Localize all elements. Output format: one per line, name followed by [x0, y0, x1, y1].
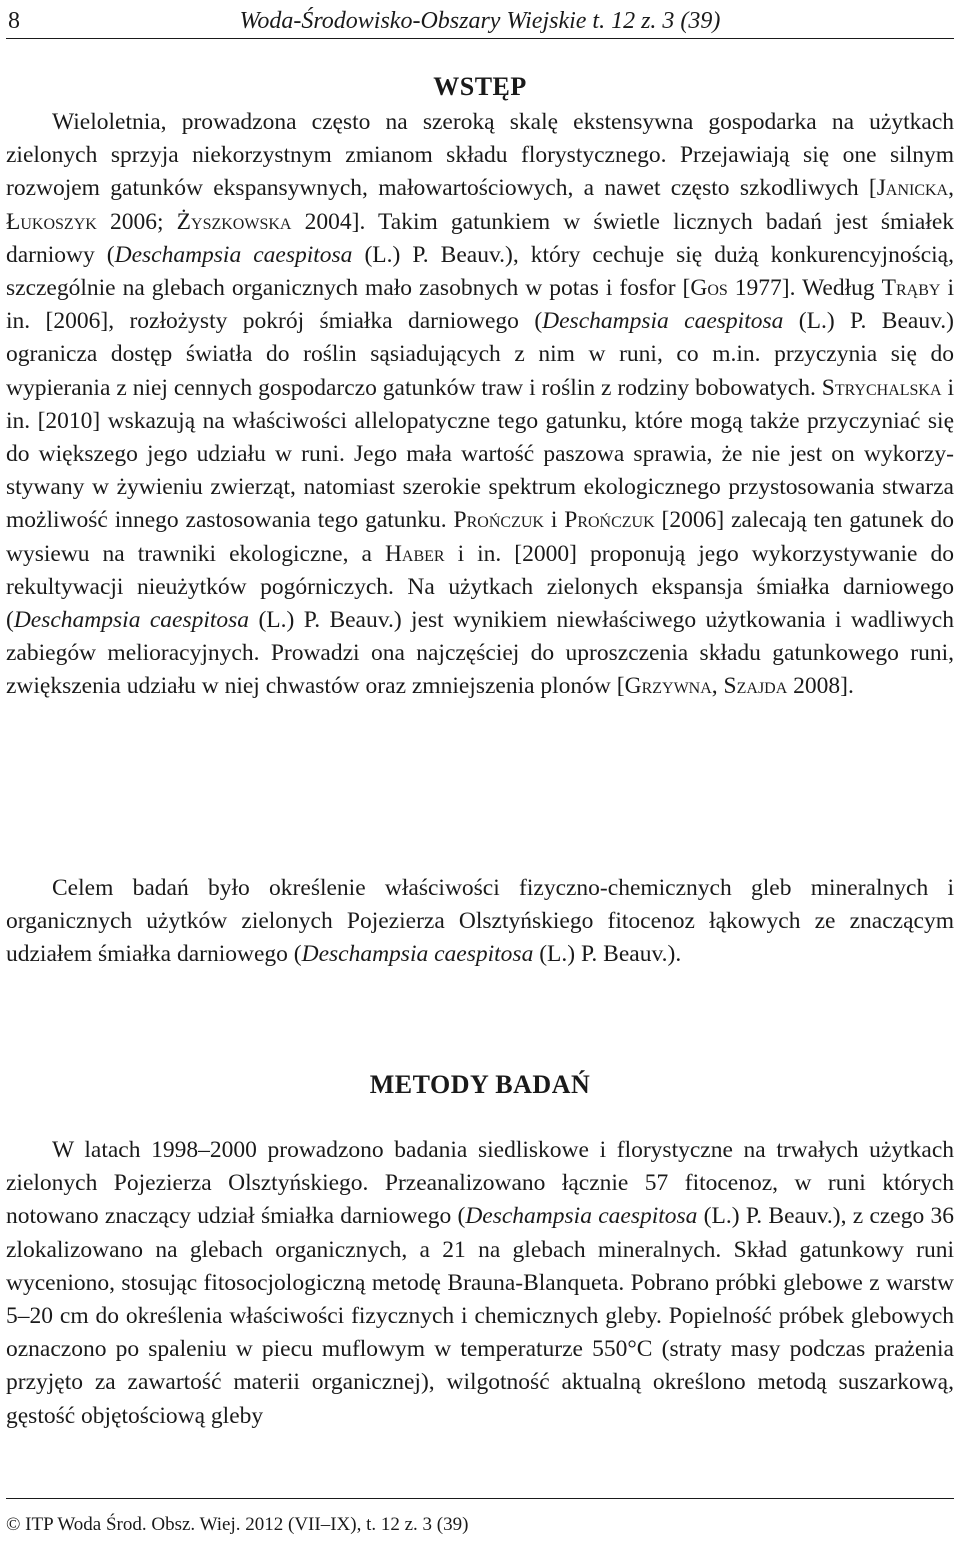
copyright-text: © ITP Woda Środ. Obsz. Wiej. 2012 (VII–IX), t. 12 z. 3 (39): [6, 1514, 469, 1535]
species-name: Deschampsia caespitosa: [301, 941, 534, 968]
species-name: Deschampsia caespitosa: [13, 607, 250, 634]
journal-title: Woda-Środowisko-Obszary Wiejskie t. 12 z. 3 (39): [239, 8, 721, 34]
author-citation: Trąby: [881, 275, 941, 302]
section-heading-intro: WSTĘP: [433, 72, 527, 101]
author-citation: Gos: [690, 275, 728, 302]
species-name: Deschampsia caespitosa: [465, 1203, 698, 1230]
methods-paragraph-1: W latach 1998–2000 prowadzono badania siedliskowe i florystyczne na trwałych użytkach zielonych Pojezierza Olsztyńskiego. Przeanalizowano łącznie 57 fitocenoz, w runi których notowano znaczący udział śmiałka darniowego (Deschampsia caespitosa (L.) P. Beauv.), z czego 36 zlokalizowano na glebach organicznych, a 21 na glebach mineralnych. Skład gatunkowy runi wyceniono, stosując fitosocjologiczną metodę Brauna-Blanqueta. Pobrano próbki glebowe z warstw 5–20 cm do określenia właściwości fizycznych i chemicznych gleby. Popielność próbek glebowych oznaczono po spaleniu w piecu muflowym w temperaturze 550°C (straty masy podczas prażenia przyjęto za zawartość materii organicznej), wilgotność aktualną określono metodą suszarkową, gęstość objętościową gleby: [6, 1137, 954, 1429]
author-citation: Prończuk: [453, 507, 544, 534]
author-citation: Łukoszyk: [6, 208, 97, 235]
copyright-footer: [6, 1498, 954, 1537]
intro-paragraph-1: Wieloletnia, prowadzona często na szeroką skalę ekstensywna gospodarka na użytkach zielonych sprzyja niekorzystnym zmianom składu florystycznego. Przejawiają się one silnym rozwojem gatunków ekspansywnych, małowartościowych, a nawet często szkodliwych [Janicka, Łukoszyk 2006; Żyszkowska 2004]. Takim gatunkiem w świetle licznych badań jest śmiałek darniowy (Deschampsia caespitosa (L.) P. Beauv.), który cechuje się dużą konkurencyjnością, szczególnie na glebach organicznych mało zasobnych w potas i fosfor [Gos 1977]. Według Trąby i in. [2006], rozłożysty pokrój śmiałka darniowego (Deschampsia caespitosa (L.) P. Beauv.) ogranicza dostęp światła do roślin sąsiadujących z nim w runi, co m.in. przyczynia się do wypierania z niej cennych gospodarczo gatunków traw i roślin z rodziny bobowatych. Strychalska i in. [2010] wskazują na właściwości allelopatyczne tego gatunku, które mogą także przyczyniać się do większego jego udziału w runi. Jego mała wartość paszowa sprawia, że nie jest on wykorzystywany w żywieniu zwierząt, natomiast szerokie spektrum ekologicznego przystosowania stwarza możliwość innego zastosowania tego gatunku. Prończuk i Prończuk [2006] zalecają ten gatunek do wysiewu na trawniki ekologiczne, a Haber i in. [2000] proponują jego wykorzystywanie do rekultywacji nieużytków pogórniczych. Na użytkach zielonych ekspansja śmiałka darniowego (Deschampsia caespitosa (L.) P. Beauv.) jest wynikiem niewłaściwego użytkowania i wadliwych zabiegów melioracyjnych. Prowadzi ona najczęściej do uproszczenia składu gatunkowego runi, zwiększenia udziału w niej chwastów oraz zmniejszenia plonów [Grzywna, Szajda 2008].: [6, 109, 955, 700]
species-name: Deschampsia caespitosa: [542, 308, 784, 335]
author-citation: Grzywna: [624, 673, 712, 700]
author-citation: Janicka: [876, 175, 949, 202]
author-citation: Haber: [384, 540, 445, 567]
author-citation: Żyszkowska: [176, 208, 292, 235]
author-citation: Prończuk: [564, 507, 655, 534]
section-heading-methods: METODY BADAŃ: [369, 1070, 591, 1099]
running-header: [6, 6, 954, 39]
author-citation: Szajda: [723, 673, 788, 700]
intro-paragraph-2: Celem badań było określenie właściwości fizyczno-chemicznych gleb mineralnych i organicznych użytków zielonych Pojezierza Olsztyńskiego fitocenoz łąkowych ze znaczącym udziałem śmiałka darniowego (Deschampsia caespitosa (L.) P. Beauv.).: [6, 875, 954, 968]
author-citation: Strychalska: [821, 374, 942, 401]
species-name: Deschampsia caespitosa: [114, 241, 353, 268]
page-number: 8: [8, 8, 20, 34]
